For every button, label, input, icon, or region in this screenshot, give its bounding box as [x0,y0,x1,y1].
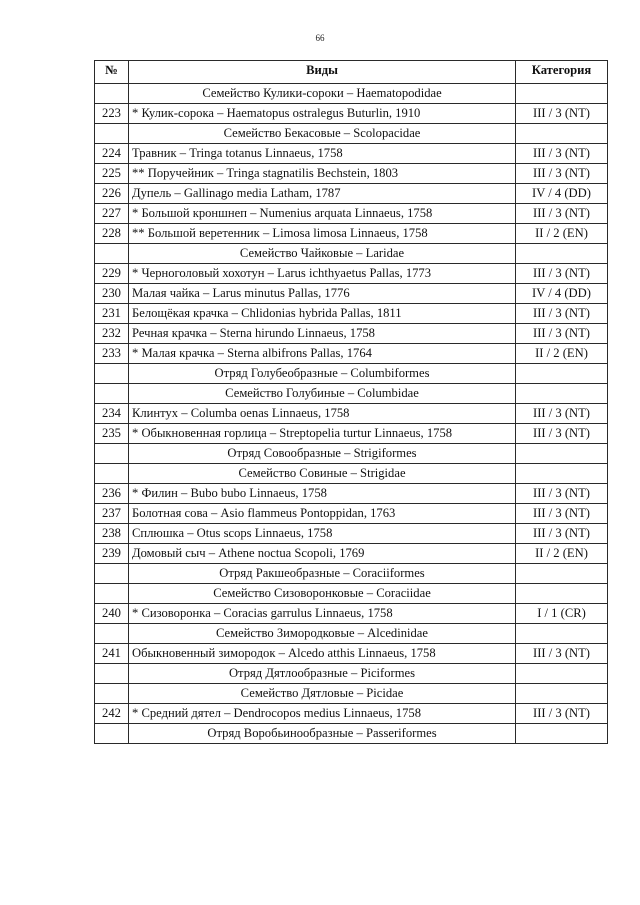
species-row [95,424,608,444]
conservation-category: III / 3 (NT) [516,144,608,164]
taxon-group-label: Отряд Дятлообразные – Piciformes [129,664,516,684]
species-number: 224 [95,144,129,164]
species-number: 239 [95,544,129,564]
species-number: 242 [95,704,129,724]
taxon-group-label: Семейство Голубиные – Columbidae [129,384,516,404]
taxon-group-label: Семейство Совиные – Strigidae [129,464,516,484]
group-category-cell [516,564,608,584]
taxon-group-row [95,464,608,484]
taxon-group-label: Семейство Сизоворонковые – Coraciidae [129,584,516,604]
taxon-group-row [95,664,608,684]
species-name: Болотная сова – Asio flammeus Pontoppidan, 1763 [129,504,516,524]
species-name: Дупель – Gallinago media Latham, 1787 [129,184,516,204]
group-num-cell [95,444,129,464]
species-name: * Сизоворонка – Coracias garrulus Linnaeus, 1758 [129,604,516,624]
species-number: 229 [95,264,129,284]
group-num-cell [95,384,129,404]
header-num: № [95,61,129,84]
species-row [95,344,608,364]
species-name: * Большой кроншнеп – Numenius arquata Linnaeus, 1758 [129,204,516,224]
group-num-cell [95,464,129,484]
taxon-group-label: Отряд Совообразные – Strigiformes [129,444,516,464]
species-row [95,484,608,504]
conservation-category: II / 2 (EN) [516,344,608,364]
species-row [95,204,608,224]
group-category-cell [516,624,608,644]
group-category-cell [516,684,608,704]
taxon-group-label: Семейство Чайковые – Laridae [129,244,516,264]
group-category-cell [516,84,608,104]
group-num-cell [95,684,129,704]
conservation-category: III / 3 (NT) [516,644,608,664]
conservation-category: III / 3 (NT) [516,704,608,724]
species-row [95,264,608,284]
conservation-category: III / 3 (NT) [516,324,608,344]
species-number: 238 [95,524,129,544]
conservation-category: III / 3 (NT) [516,424,608,444]
conservation-category: II / 2 (EN) [516,224,608,244]
group-category-cell [516,724,608,744]
species-name: Малая чайка – Larus minutus Pallas, 1776 [129,284,516,304]
species-name: Белощёкая крачка – Chlidonias hybrida Pallas, 1811 [129,304,516,324]
species-row [95,104,608,124]
species-row [95,144,608,164]
species-row [95,604,608,624]
taxon-group-row [95,124,608,144]
species-row [95,504,608,524]
group-category-cell [516,664,608,684]
group-num-cell [95,84,129,104]
header-category: Категория [516,61,608,84]
group-category-cell [516,244,608,264]
taxon-group-row [95,584,608,604]
species-name: Обыкновенный зимородок – Alcedo atthis Linnaeus, 1758 [129,644,516,664]
group-category-cell [516,384,608,404]
group-num-cell [95,724,129,744]
group-num-cell [95,364,129,384]
header-row [95,61,608,84]
species-name: ** Поручейник – Tringa stagnatilis Bechstein, 1803 [129,164,516,184]
taxon-group-row [95,244,608,264]
group-category-cell [516,584,608,604]
species-name: * Малая крачка – Sterna albifrons Pallas, 1764 [129,344,516,364]
species-number: 227 [95,204,129,224]
species-name: Клинтух – Columba oenas Linnaeus, 1758 [129,404,516,424]
table-body [95,84,608,744]
group-num-cell [95,244,129,264]
conservation-category: III / 3 (NT) [516,404,608,424]
species-row [95,224,608,244]
taxon-group-row [95,684,608,704]
species-row [95,184,608,204]
table-header [95,61,608,84]
conservation-category: IV / 4 (DD) [516,284,608,304]
species-row [95,164,608,184]
conservation-category: III / 3 (NT) [516,104,608,124]
species-row [95,304,608,324]
species-number: 233 [95,344,129,364]
species-number: 231 [95,304,129,324]
taxon-group-label: Отряд Голубеобразные – Columbiformes [129,364,516,384]
species-number: 240 [95,604,129,624]
taxon-group-row [95,564,608,584]
conservation-category: III / 3 (NT) [516,504,608,524]
group-category-cell [516,444,608,464]
species-number: 237 [95,504,129,524]
conservation-category: IV / 4 (DD) [516,184,608,204]
header-species: Виды [129,61,516,84]
species-name: Домовый сыч – Athene noctua Scopoli, 1769 [129,544,516,564]
conservation-category: I / 1 (CR) [516,604,608,624]
species-name: * Филин – Bubo bubo Linnaeus, 1758 [129,484,516,504]
taxon-group-label: Семейство Дятловые – Picidae [129,684,516,704]
species-number: 225 [95,164,129,184]
species-row [95,324,608,344]
taxon-group-row [95,84,608,104]
species-row [95,704,608,724]
conservation-category: III / 3 (NT) [516,524,608,544]
group-num-cell [95,584,129,604]
taxon-group-row [95,364,608,384]
taxon-group-row [95,384,608,404]
group-category-cell [516,364,608,384]
group-num-cell [95,664,129,684]
taxon-group-row [95,724,608,744]
taxon-group-label: Семейство Бекасовые – Scolopacidae [129,124,516,144]
taxon-group-row [95,624,608,644]
species-name: * Кулик-сорока – Haematopus ostralegus Buturlin, 1910 [129,104,516,124]
species-name: Травник – Tringa totanus Linnaeus, 1758 [129,144,516,164]
species-number: 223 [95,104,129,124]
species-name: Сплюшка – Otus scops Linnaeus, 1758 [129,524,516,544]
species-row [95,644,608,664]
taxon-group-row [95,444,608,464]
species-number: 234 [95,404,129,424]
group-num-cell [95,624,129,644]
conservation-category: III / 3 (NT) [516,304,608,324]
species-number: 236 [95,484,129,504]
species-number: 232 [95,324,129,344]
conservation-category: II / 2 (EN) [516,544,608,564]
group-num-cell [95,564,129,584]
group-category-cell [516,124,608,144]
species-row [95,524,608,544]
conservation-category: III / 3 (NT) [516,264,608,284]
species-number: 230 [95,284,129,304]
species-number: 241 [95,644,129,664]
conservation-category: III / 3 (NT) [516,484,608,504]
taxon-group-label: Семейство Зимородковые – Alcedinidae [129,624,516,644]
taxon-group-label: Отряд Ракшеобразные – Coraciiformes [129,564,516,584]
species-name: Речная крачка – Sterna hirundo Linnaeus, 1758 [129,324,516,344]
page-number: 66 [315,33,325,43]
conservation-category: III / 3 (NT) [516,204,608,224]
species-name: * Черноголовый хохотун – Larus ichthyaetus Pallas, 1773 [129,264,516,284]
species-name: ** Большой веретенник – Limosa limosa Linnaeus, 1758 [129,224,516,244]
species-name: * Средний дятел – Dendrocopos medius Linnaeus, 1758 [129,704,516,724]
species-number: 235 [95,424,129,444]
species-row [95,284,608,304]
species-number: 228 [95,224,129,244]
group-category-cell [516,464,608,484]
taxon-group-label: Семейство Кулики-сороки – Haematopodidae [129,84,516,104]
species-row [95,544,608,564]
group-num-cell [95,124,129,144]
species-row [95,404,608,424]
species-name: * Обыкновенная горлица – Streptopelia turtur Linnaeus, 1758 [129,424,516,444]
species-table [94,60,608,744]
taxon-group-label: Отряд Воробьинообразные – Passeriformes [129,724,516,744]
species-number: 226 [95,184,129,204]
conservation-category: III / 3 (NT) [516,164,608,184]
